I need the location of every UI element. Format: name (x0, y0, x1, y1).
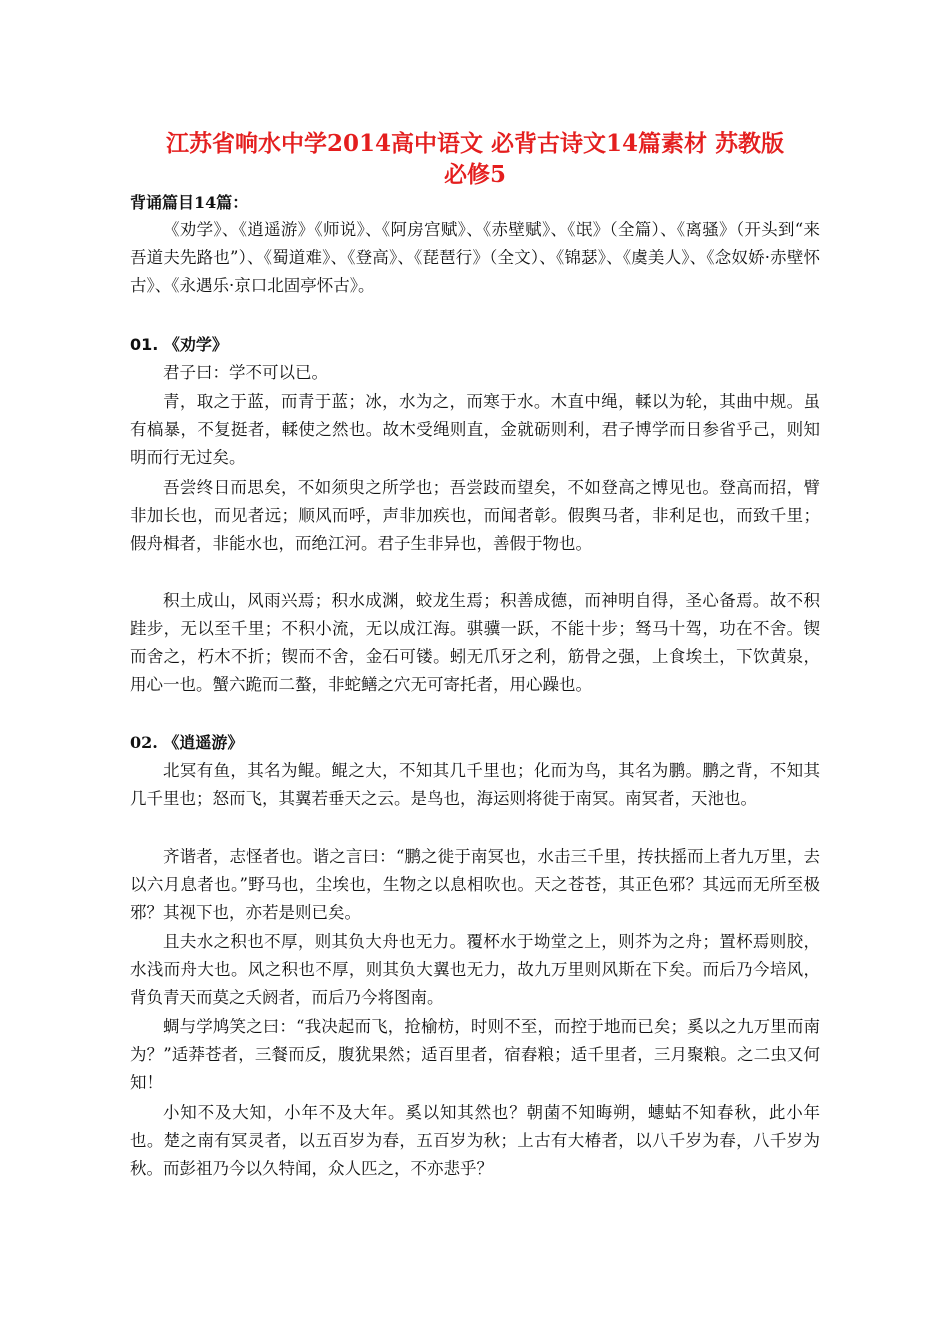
xiaoyaoyou-paragraph-2: 齐谐者，志怪者也。谐之言曰：“鹏之徙于南冥也，水击三千里，抟扶摇而上者九万里，去以六月息者也。”野马也，尘埃也，生物之以息相吹也。天之苍苍，其正色邪？其远而无所至极邪？其视下也，亦若是则已矣。 (130, 847, 820, 922)
quanxue-paragraph-2: 青，取之于蓝，而青于蓝；冰，水为之，而寒于水。木直中绳，輮以为轮，其曲中规。虽有槁暴，不复挺者，輮使之然也。故木受绳则直，金就砺则利，君子博学而日参省乎己，则知明而行无过矣。 (130, 392, 820, 467)
quanxue-paragraph-4: 积土成山，风雨兴焉；积水成渊，蛟龙生焉；积善成德，而神明自得，圣心备焉。故不积跬步，无以至千里；不积小流，无以成江海。骐骥一跃，不能十步；驽马十驾，功在不舍。锲而舍之，朽木不折；锲而不舍，金石可镂。蚓无爪牙之利，筋骨之强，上食埃土，下饮黄泉，用心一也。蟹六跪而二螯，非蛇鳝之穴无可寄托者，用心躁也。 (130, 591, 820, 694)
quanxue-paragraph-3: 吾尝终日而思矣，不如须臾之所学也；吾尝跂而望矣，不如登高之博见也。登高而招，臂非加长也，而见者远；顺风而呼，声非加疾也，而闻者彰。假舆马者，非利足也，而致千里；假舟楫者，非能水也，而绝江河。君子生非异也，善假于物也。 (130, 478, 820, 553)
title-line-2: 必修5 (443, 161, 506, 188)
xiaoyaoyou-paragraph-1: 北冥有鱼，其名为鲲。鲲之大，不知其几千里也；化而为鸟，其名为鹏。鹏之背，不知其几千里也；怒而飞，其翼若垂天之云。是鸟也，海运则将徙于南冥。南冥者，天池也。 (130, 761, 820, 808)
title-line-1: 江苏省响水中学2014高中语文 必背古诗文14篇素材 苏教版 (165, 130, 785, 157)
intro-paragraph: 《劝学》、《逍遥游》《师说》、《阿房宫赋》、《赤壁赋》、《氓》（全篇）、《离骚》（开头到“来吾道夫先路也”）、《蜀道难》、《登高》、《琵琶行》（全文）、《锦瑟》、《虞美人》、《念奴娇·赤壁怀古》、《永遇乐·京口北固亭怀古》。 (130, 220, 820, 295)
xiaoyaoyou-paragraph-4: 蜩与学鸠笑之曰：“我决起而飞，抢榆枋，时则不至，而控于地而已矣；奚以之九万里而南为？”适莽苍者，三餐而反，腹犹果然；适百里者，宿舂粮；适千里者，三月聚粮。之二虫又何知！ (130, 1017, 820, 1092)
section-heading-xiaoyaoyou: 02. 《逍遥游》 (130, 733, 244, 752)
xiaoyaoyou-paragraph-5: 小知不及大知，小年不及大年。奚以知其然也？朝菌不知晦朔，蟪蛄不知春秋，此小年也。楚之南有冥灵者，以五百岁为春，五百岁为秋；上古有大椿者，以八千岁为春，八千岁为秋。而彭祖乃今以久特闻，众人匹之，不亦悲乎？ (130, 1103, 820, 1178)
section-heading-quanxue: 01. 《劝学》 (130, 335, 228, 354)
quanxue-paragraph-1: 君子曰：学不可以已。 (163, 363, 328, 382)
document-title (100, 128, 850, 190)
intro-heading: 背诵篇目14篇： (130, 193, 249, 212)
xiaoyaoyou-paragraph-3: 且夫水之积也不厚，则其负大舟也无力。覆杯水于坳堂之上，则芥为之舟；置杯焉则胶，水浅而舟大也。风之积也不厚，则其负大翼也无力，故九万里则风斯在下矣。而后乃今培风，背负青天而莫之夭阏者，而后乃今将图南。 (130, 932, 820, 1007)
